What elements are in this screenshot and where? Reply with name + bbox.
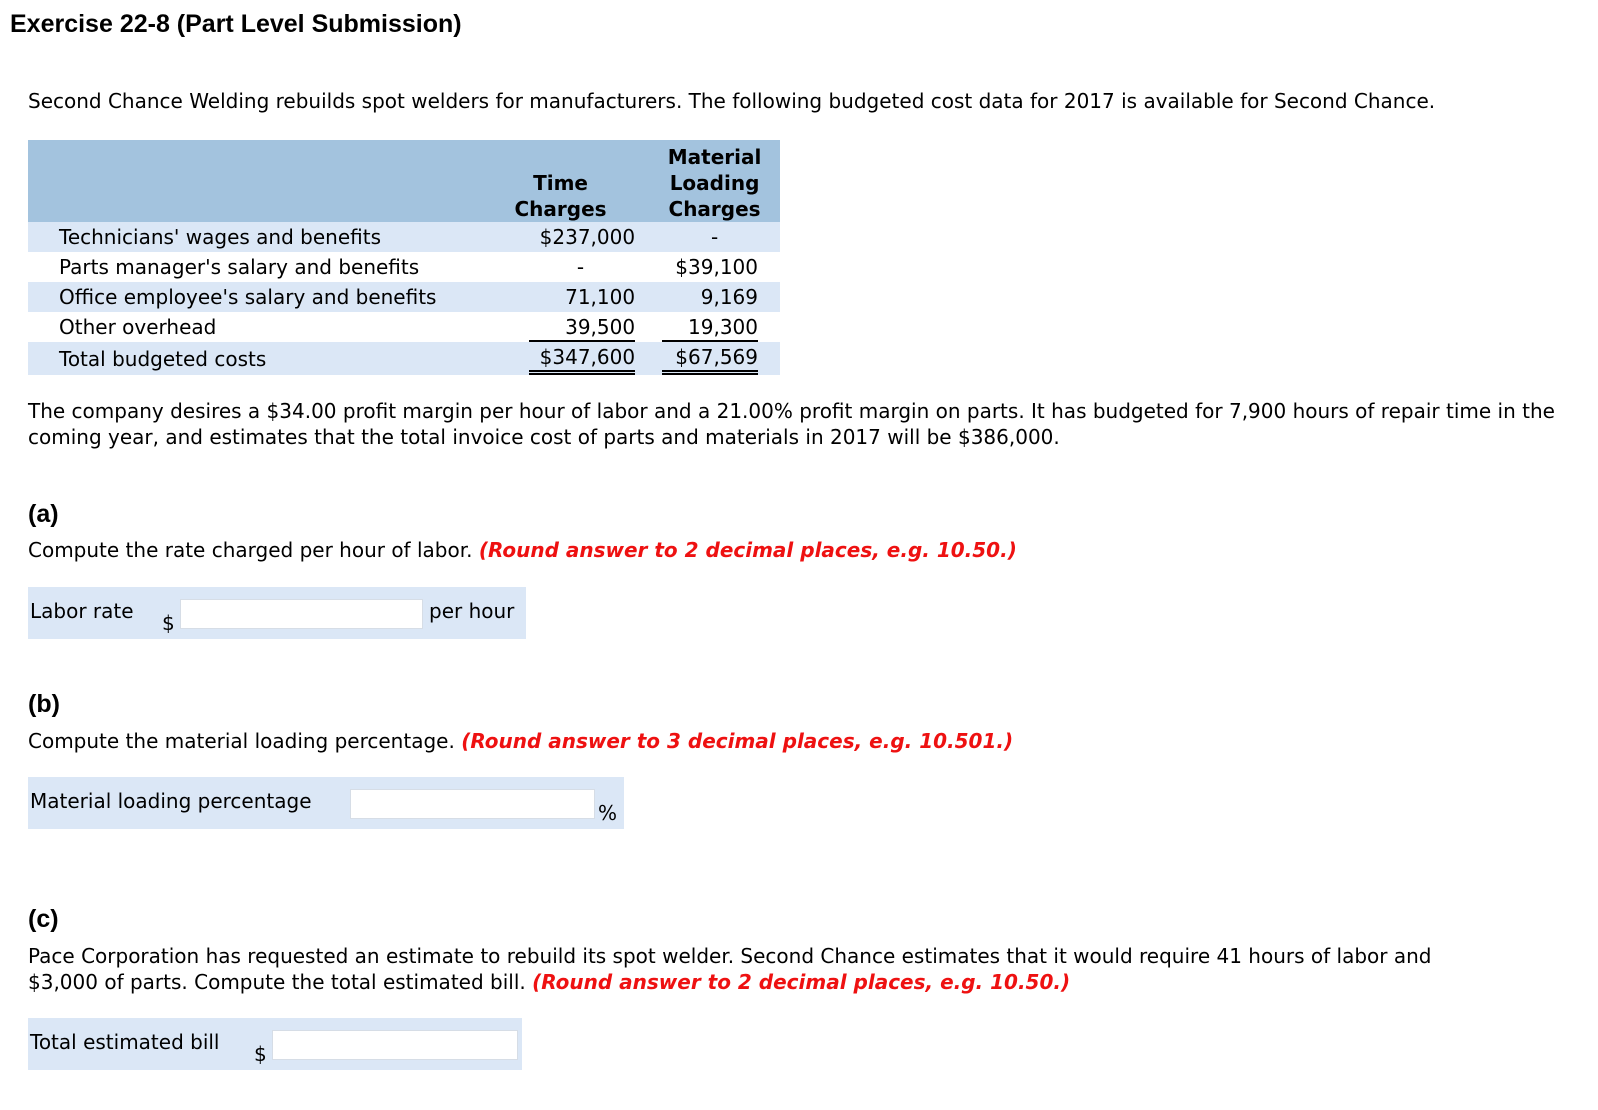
page-title: Exercise 22-8 (Part Level Submission)	[10, 10, 462, 38]
material-loading-input[interactable]	[350, 789, 595, 819]
header-material-line3: Charges	[668, 197, 761, 221]
row-time-value: 71,100	[472, 282, 649, 312]
row-material-value: -	[649, 222, 780, 252]
labor-rate-label: Labor rate	[30, 599, 134, 623]
row-label: Parts manager's salary and benefits	[59, 255, 420, 279]
row-material-value: 9,169	[649, 282, 780, 312]
part-a-question-text: Compute the rate charged per hour of labor.	[28, 538, 473, 562]
header-material-line1: Material	[667, 145, 762, 169]
row-label: Office employee's salary and benefits	[28, 282, 472, 312]
dollar-sign: $	[162, 611, 175, 635]
table-row	[28, 282, 780, 312]
dollar-sign: $	[254, 1042, 267, 1066]
table-row	[28, 252, 780, 282]
row-time-value: $237,000	[472, 222, 649, 252]
percent-sign: %	[598, 801, 618, 825]
row-time-total: $347,600	[529, 344, 635, 375]
part-c-heading: (c)	[28, 905, 59, 933]
header-material-loading-charges	[649, 140, 780, 222]
total-bill-input[interactable]	[272, 1030, 518, 1060]
header-time-charges	[472, 140, 649, 222]
row-time-value: 39,500	[529, 314, 635, 342]
part-c-hint: (Round answer to 2 decimal places, e.g. 10.50.)	[532, 970, 1071, 994]
labor-rate-answer-box	[28, 587, 526, 639]
header-time-line2: Charges	[514, 197, 607, 221]
row-label: Other overhead	[59, 315, 217, 339]
part-a-heading: (a)	[28, 500, 59, 528]
budget-table	[28, 140, 780, 375]
part-b-question	[28, 728, 1013, 754]
per-hour-label: per hour	[429, 599, 515, 623]
row-label: Technicians' wages and benefits	[28, 222, 472, 252]
total-bill-label: Total estimated bill	[30, 1030, 220, 1054]
table-row-total	[28, 342, 780, 375]
part-a-hint: (Round answer to 2 decimal places, e.g. 10.50.)	[478, 538, 1017, 562]
total-bill-answer-box	[28, 1018, 522, 1070]
part-c-question	[28, 943, 1431, 995]
labor-rate-input[interactable]	[180, 599, 423, 629]
header-label-column	[28, 140, 472, 222]
part-a-question	[28, 537, 1017, 563]
part-c-question-line2: $3,000 of parts. Compute the total estimated bill.	[28, 970, 526, 994]
intro-text: Second Chance Welding rebuilds spot welders for manufacturers. The following budgeted cost data for 2017 is available for Second Chance.	[28, 89, 1436, 113]
row-material-value: $39,100	[675, 255, 758, 279]
header-time-line1: Time	[533, 171, 588, 195]
part-c-question-line1: Pace Corporation has requested an estimate to rebuild its spot welder. Second Chance estimates that it would require 41 hours of labor and	[28, 944, 1432, 968]
part-b-question-text: Compute the material loading percentage.	[28, 729, 455, 753]
table-row	[28, 312, 780, 342]
row-material-value: 19,300	[662, 314, 758, 342]
part-b-hint: (Round answer to 3 decimal places, e.g. 10.501.)	[461, 729, 1014, 753]
table-header-row	[28, 140, 780, 222]
row-material-total: $67,569	[662, 344, 758, 375]
material-loading-answer-box	[28, 777, 624, 829]
table-row	[28, 222, 780, 252]
part-b-heading: (b)	[28, 690, 60, 718]
row-label: Total budgeted costs	[28, 342, 472, 375]
row-time-value: -	[576, 255, 585, 279]
header-material-line2: Loading	[669, 171, 760, 195]
material-loading-label: Material loading percentage	[30, 789, 312, 813]
company-text: The company desires a $34.00 profit margin per hour of labor and a 21.00% profit margin on parts. It has budgeted for 7,900 hours of repair time in the coming year, and estimates that the total invoice cost of parts and materials in 2017 will be $386,000.	[28, 399, 1555, 449]
